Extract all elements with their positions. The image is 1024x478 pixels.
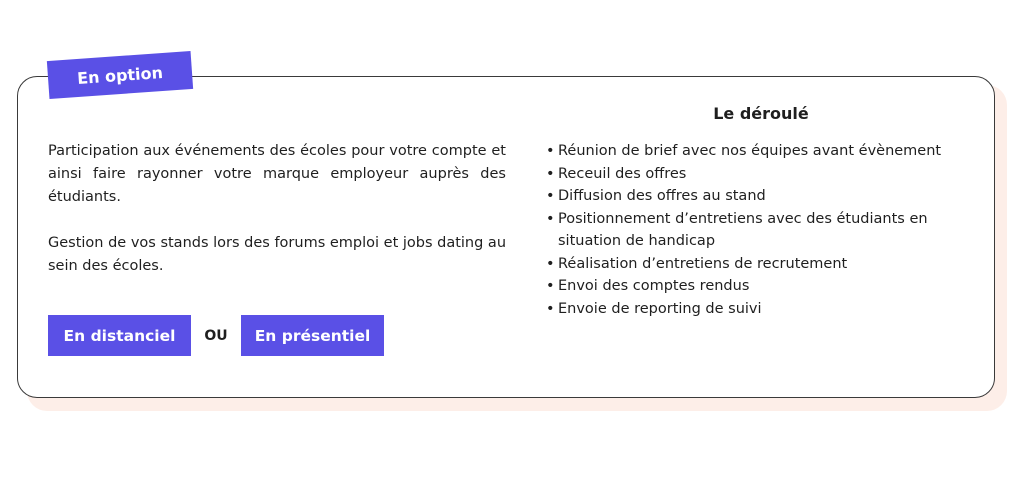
- list-item: [546, 275, 986, 298]
- or-separator: OU: [204, 327, 228, 344]
- list-item: [546, 253, 986, 276]
- list-item: [546, 298, 986, 321]
- list-item-text: Envoi des comptes rendus: [558, 278, 750, 294]
- deroule-title: Le déroulé: [713, 104, 809, 123]
- list-item-text: Réalisation d’entretiens de recrutement: [558, 255, 848, 272]
- presentiel-button[interactable]: En présentiel: [241, 315, 384, 356]
- option-badge: En option: [47, 51, 193, 99]
- list-item: [546, 140, 986, 163]
- list-item-text: Réunion de brief avec nos équipes avant évènement: [558, 143, 942, 159]
- list-item: [546, 208, 986, 253]
- description-paragraph-1: Participation aux événements des écoles pour votre compte et ainsi faire rayonner votre marque employeur auprès des étudiants.: [48, 143, 506, 205]
- bullet-icon: •: [546, 165, 555, 182]
- bullet-icon: •: [546, 278, 555, 294]
- description-paragraph-2: Gestion de vos stands lors des forums emploi et jobs dating au sein des écoles.: [48, 235, 507, 274]
- list-item-text: Receuil des offres: [558, 165, 687, 182]
- bullet-icon: •: [546, 300, 555, 317]
- list-item-text: Envoie de reporting de suivi: [558, 300, 762, 317]
- bullet-icon: •: [546, 255, 555, 272]
- list-item-text: Diffusion des offres au stand: [558, 188, 766, 204]
- distanciel-button[interactable]: En distanciel: [48, 315, 191, 356]
- deroule-list: [546, 140, 986, 320]
- bullet-icon: •: [546, 143, 555, 159]
- bullet-icon: •: [546, 188, 555, 204]
- description-column: [48, 140, 506, 301]
- list-item: [546, 163, 986, 186]
- list-item-text: Positionnement d’entretiens avec des étudiants en situation de handicap: [558, 210, 928, 249]
- bullet-icon: •: [546, 210, 555, 227]
- list-item: [546, 185, 986, 208]
- mode-options: [48, 315, 384, 356]
